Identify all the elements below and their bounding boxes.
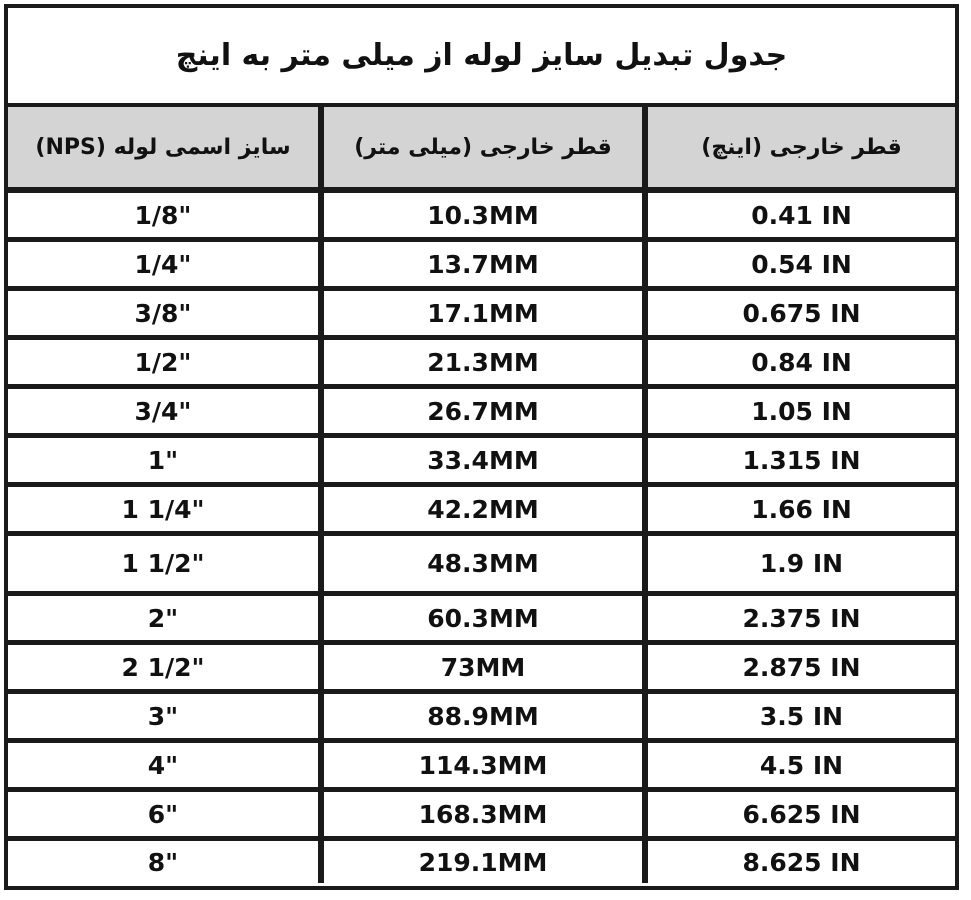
cell-inch: 3.5 IN	[648, 694, 955, 738]
cell-inch: 0.84 IN	[648, 340, 955, 384]
cell-mm: 33.4MM	[324, 438, 642, 482]
cell-inch: 2.875 IN	[648, 645, 955, 689]
cell-mm: 114.3MM	[324, 743, 642, 787]
cell-mm: 219.1MM	[324, 841, 642, 883]
cell-inch: 1.66 IN	[648, 487, 955, 531]
cell-nps: 1"	[8, 438, 318, 482]
header-nominal-size: سایز اسمی لوله (NPS)	[8, 107, 318, 187]
cell-nps: 2"	[8, 596, 318, 640]
cell-inch: 0.41 IN	[648, 193, 955, 237]
cell-inch: 8.625 IN	[648, 841, 955, 883]
cell-inch: 1.315 IN	[648, 438, 955, 482]
cell-mm: 10.3MM	[324, 193, 642, 237]
cell-inch: 1.05 IN	[648, 389, 955, 433]
cell-mm: 26.7MM	[324, 389, 642, 433]
cell-nps: 3"	[8, 694, 318, 738]
cell-nps: 8"	[8, 841, 318, 883]
cell-inch: 0.675 IN	[648, 291, 955, 335]
cell-nps: 2 1/2"	[8, 645, 318, 689]
cell-nps: 4"	[8, 743, 318, 787]
cell-nps: 1/2"	[8, 340, 318, 384]
table-grid	[8, 107, 955, 883]
table-title: جدول تبدیل سایز لوله از میلی متر به اینچ	[8, 8, 955, 107]
cell-nps: 1/8"	[8, 193, 318, 237]
cell-mm: 88.9MM	[324, 694, 642, 738]
cell-inch: 0.54 IN	[648, 242, 955, 286]
cell-mm: 17.1MM	[324, 291, 642, 335]
cell-inch: 1.9 IN	[648, 536, 955, 591]
cell-mm: 73MM	[324, 645, 642, 689]
cell-inch: 2.375 IN	[648, 596, 955, 640]
header-outer-diameter-mm: قطر خارجی (میلی متر)	[324, 107, 642, 187]
header-outer-diameter-inch: قطر خارجی (اینچ)	[648, 107, 955, 187]
cell-nps: 3/4"	[8, 389, 318, 433]
cell-inch: 6.625 IN	[648, 792, 955, 836]
cell-mm: 60.3MM	[324, 596, 642, 640]
cell-nps: 1/4"	[8, 242, 318, 286]
cell-inch: 4.5 IN	[648, 743, 955, 787]
cell-mm: 48.3MM	[324, 536, 642, 591]
cell-nps: 6"	[8, 792, 318, 836]
cell-mm: 42.2MM	[324, 487, 642, 531]
cell-mm: 21.3MM	[324, 340, 642, 384]
conversion-table	[4, 4, 959, 890]
cell-nps: 1 1/4"	[8, 487, 318, 531]
cell-nps: 1 1/2"	[8, 536, 318, 591]
cell-mm: 168.3MM	[324, 792, 642, 836]
cell-nps: 3/8"	[8, 291, 318, 335]
cell-mm: 13.7MM	[324, 242, 642, 286]
